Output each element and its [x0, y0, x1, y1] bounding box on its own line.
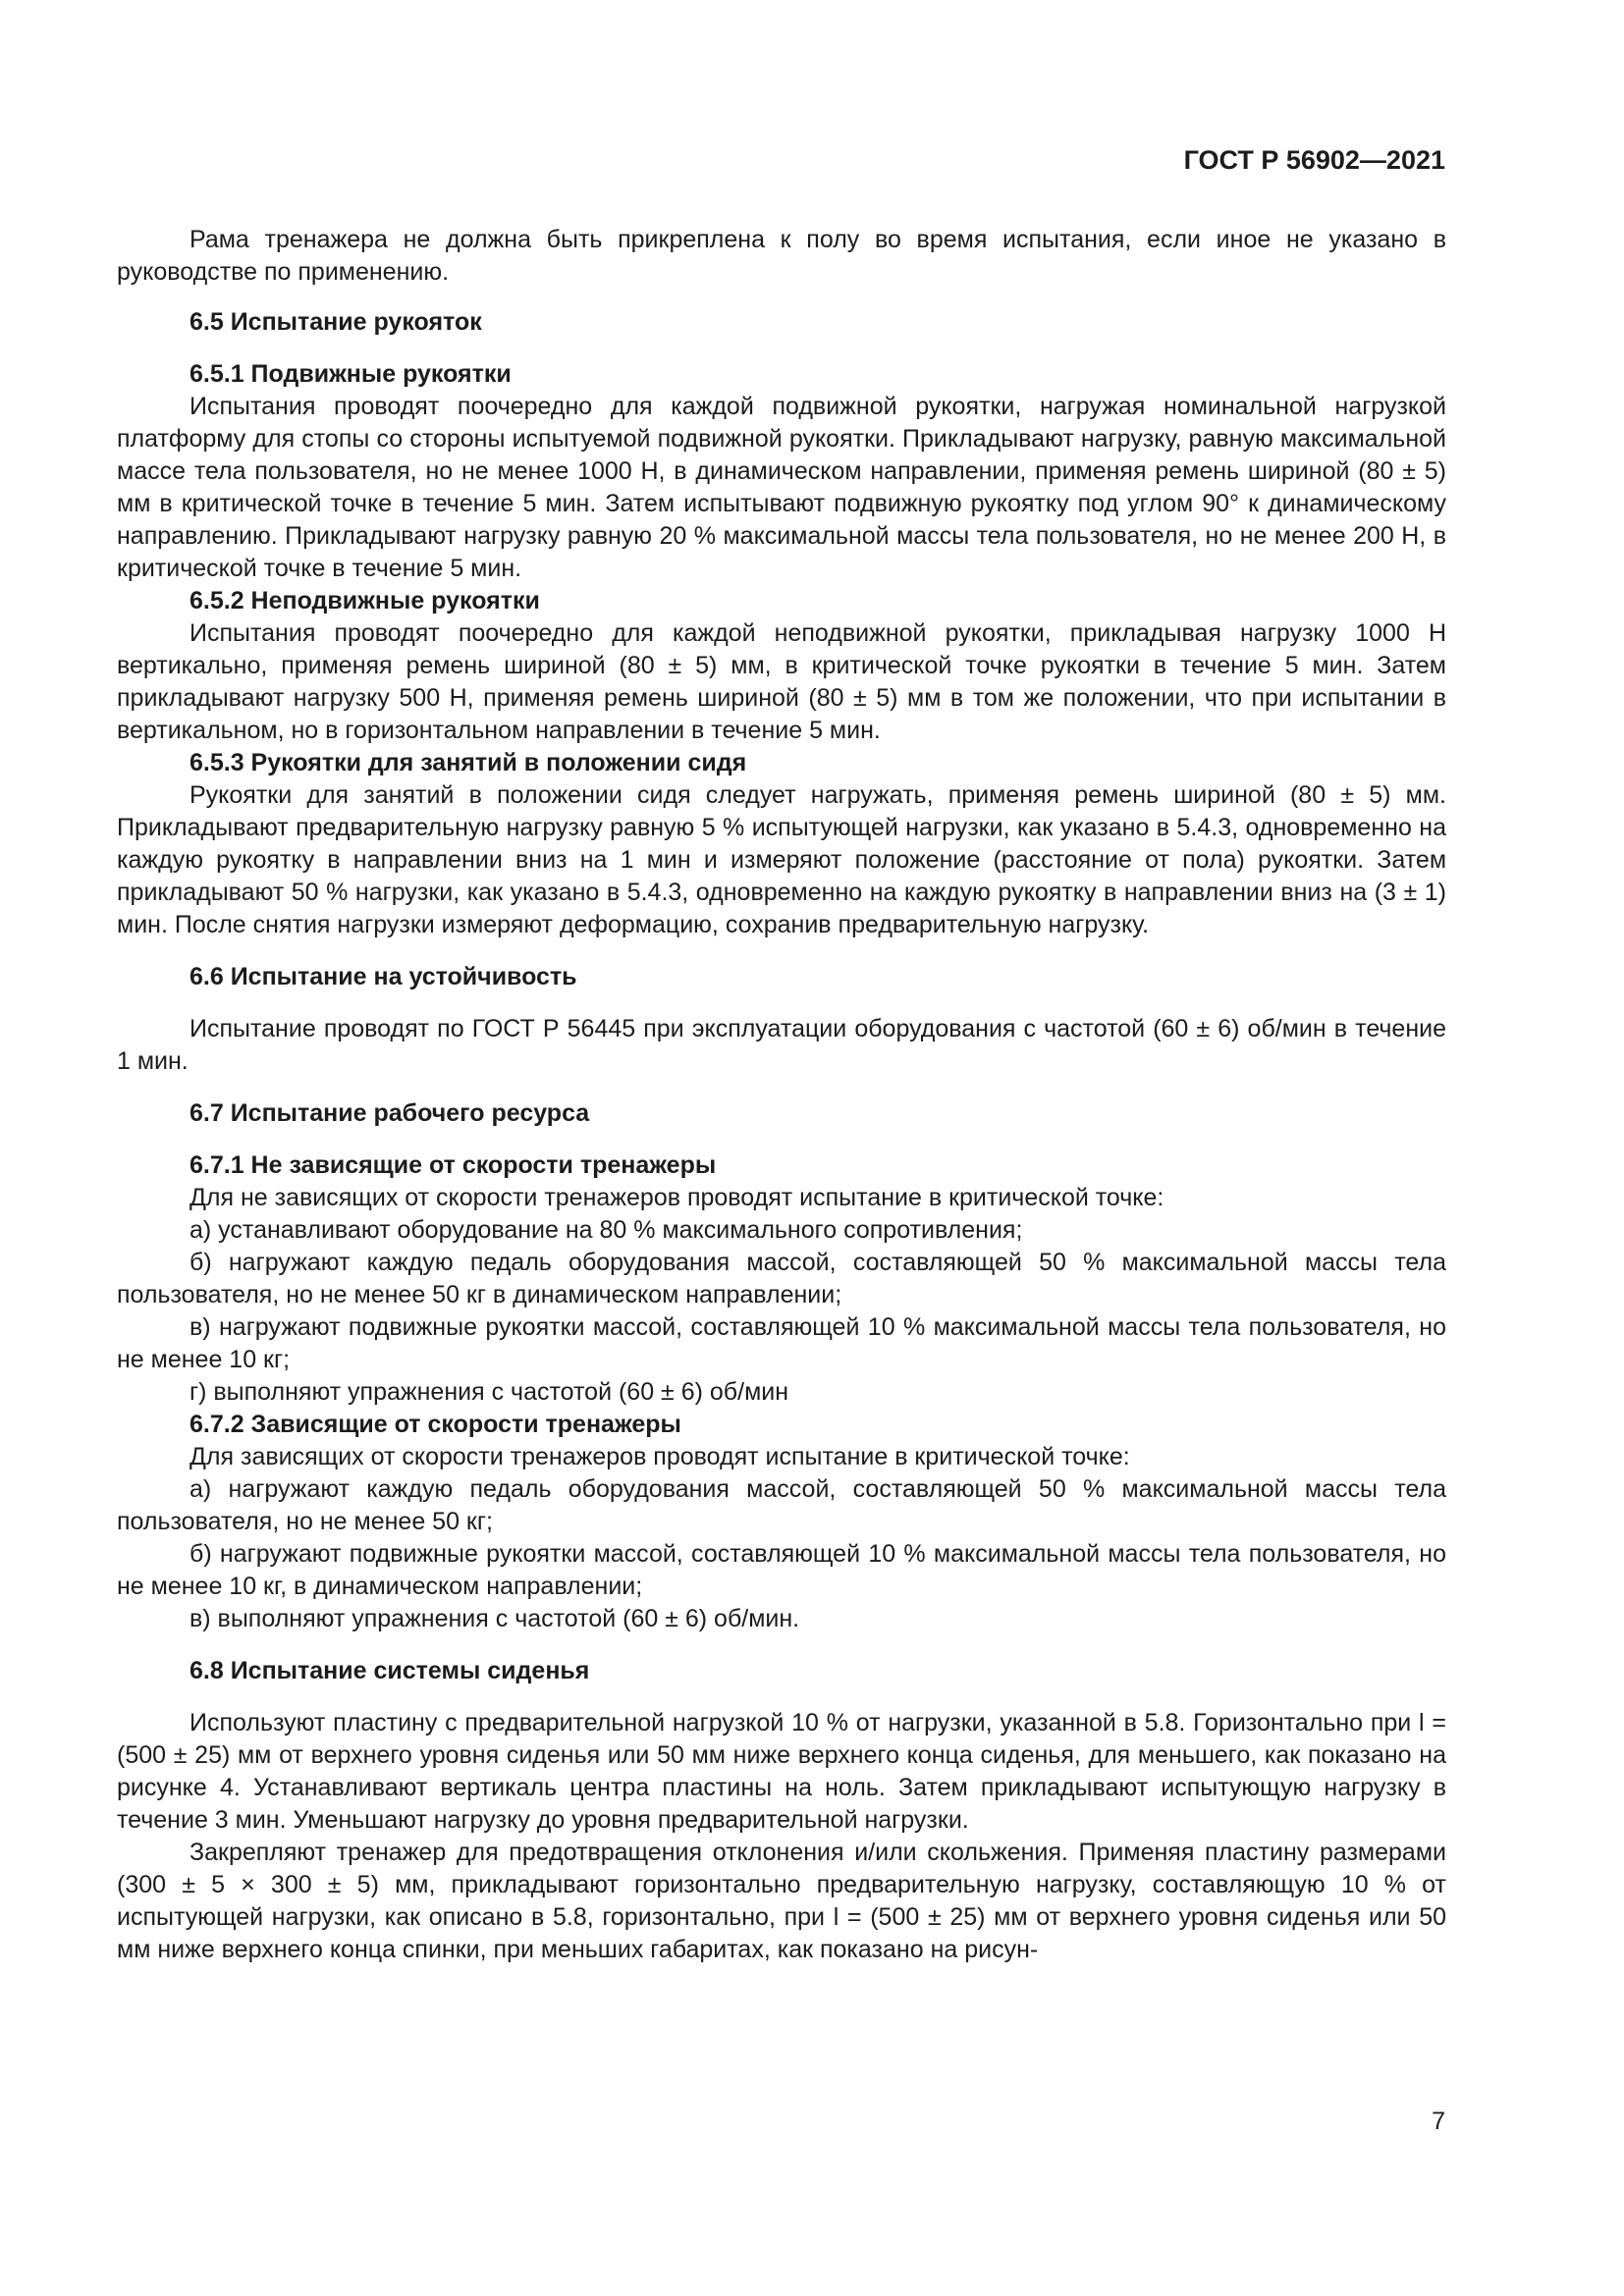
section-6-7-2-title: 6.7.2 Зависящие от скорости тренажеры — [189, 1411, 681, 1438]
section-6-7-title: 6.7 Испытание рабочего ресурса — [189, 1099, 590, 1127]
section-6-7-1-title: 6.7.1 Не зависящие от скорости тренажеры — [189, 1151, 717, 1179]
list-item: б) нагружают подвижные рукоятки массой, составляющей 10 % максимальной массы тела пользователя, но не менее 10 кг, в динамическом направлении; — [117, 1540, 1446, 1600]
section-6-6-text: Испытание проводят по ГОСТ Р 56445 при эксплуатации оборудования с частотой (60 ± 6) об/мин в течение 1 мин. — [117, 1015, 1446, 1075]
intro-paragraph: Рама тренажера не должна быть прикреплена к полу во время испытания, если иное не указано в руководстве по применению. — [117, 226, 1446, 286]
section-6-7-2-lead: Для зависящих от скорости тренажеров проводят испытание в критической точке: — [189, 1443, 1130, 1470]
section-6-5-1-title: 6.5.1 Подвижные рукоятки — [189, 360, 512, 388]
document-body — [117, 224, 1446, 1966]
page-number: 7 — [1432, 2108, 1445, 2135]
document-code: ГОСТ Р 56902—2021 — [1183, 145, 1445, 175]
section-6-8-paragraph-2: Закрепляют тренажер для предотвращения отклонения и/или скольжения. Применяя пластину размерами (300 ± 5 × 300 ± 5) мм, прикладывают горизонтально предварительную нагрузку, составляющую 10 % от испытующей нагрузки, как описано в 5.8, горизонтально, при l = (500 ± 25) мм от верхнего уровня сиденья или 50 мм ниже верхнего конца спинки, при меньших габаритах, как показано на рисун- — [117, 1839, 1446, 1963]
section-6-5-2-text: Испытания проводят поочередно для каждой неподвижной рукоятки, прикладывая нагрузку 1000 Н вертикально, применяя ремень шириной (80 ± 5) мм, в критической точке рукоятки в течение 5 мин. Затем прикладывают нагрузку 500 Н, применяя ремень шириной (80 ± 5) мм в том же положении, что при испытании в вертикальном, но в горизонтальном направлении в течение 5 мин. — [117, 619, 1446, 744]
section-6-6-title: 6.6 Испытание на устойчивость — [189, 963, 577, 990]
list-item: б) нагружают каждую педаль оборудования массой, составляющей 50 % максимальной массы тела пользователя, но не менее 50 кг в динамическом направлении; — [117, 1249, 1446, 1308]
section-6-5-3-title: 6.5.3 Рукоятки для занятий в положении сидя — [189, 749, 747, 776]
section-6-8-title: 6.8 Испытание системы сиденья — [189, 1657, 590, 1684]
list-item: г) выполняют упражнения с частотой (60 ± 6) об/мин — [189, 1378, 789, 1406]
section-6-5-title: 6.5 Испытание рукояток — [189, 308, 482, 336]
section-6-5-1-text: Испытания проводят поочередно для каждой подвижной рукоятки, нагружая номинальной нагрузкой платформу для стопы со стороны испытуемой подвижной рукоятки. Прикладывают нагрузку, равную максимальной массе тела пользователя, но не менее 1000 Н, в динамическом направлении, применяя ремень шириной (80 ± 5) мм в критической точке в течение 5 мин. Затем испытывают подвижную рукоятку под углом 90° к динамическому направлению. Прикладывают нагрузку равную 20 % максимальной массы тела пользователя, но не менее 200 Н, в критической точке в течение 5 мин. — [117, 393, 1446, 582]
list-item: в) выполняют упражнения с частотой (60 ± 6) об/мин. — [189, 1605, 800, 1632]
list-item: а) нагружают каждую педаль оборудования массой, составляющей 50 % максимальной массы тела пользователя, но не менее 50 кг; — [117, 1475, 1446, 1535]
section-6-7-1-lead: Для не зависящих от скорости тренажеров проводят испытание в критической точке: — [189, 1184, 1164, 1211]
section-6-5-2-title: 6.5.2 Неподвижные рукоятки — [189, 587, 540, 614]
list-item: в) нагружают подвижные рукоятки массой, составляющей 10 % максимальной массы тела пользователя, но не менее 10 кг; — [117, 1313, 1446, 1373]
list-item: а) устанавливают оборудование на 80 % максимального сопротивления; — [189, 1216, 1023, 1244]
section-6-5-3-text: Рукоятки для занятий в положении сидя следует нагружать, применяя ремень шириной (80 ± 5) мм. Прикладывают предварительную нагрузку равную 5 % испытующей нагрузки, как указано в 5.4.3, одновременно на каждую рукоятку в направлении вниз на 1 мин и измеряют положение (расстояние от пола) рукоятки. Затем прикладывают 50 % нагрузки, как указано в 5.4.3, одновременно на каждую рукоятку в направлении вниз на (3 ± 1) мин. После снятия нагрузки измеряют деформацию, сохранив предварительную нагрузку. — [117, 781, 1446, 938]
section-6-8-paragraph-1: Используют пластину с предварительной нагрузкой 10 % от нагрузки, указанной в 5.8. Горизонтально при l = (500 ± 25) мм от верхнего уровня сиденья или 50 мм ниже верхнего конца сиденья, для меньшего, как показано на рисунке 4. Устанавливают вертикаль центра пластины на ноль. Затем прикладывают испытующую нагрузку в течение 3 мин. Уменьшают нагрузку до уровня предварительной нагрузки. — [117, 1709, 1446, 1834]
